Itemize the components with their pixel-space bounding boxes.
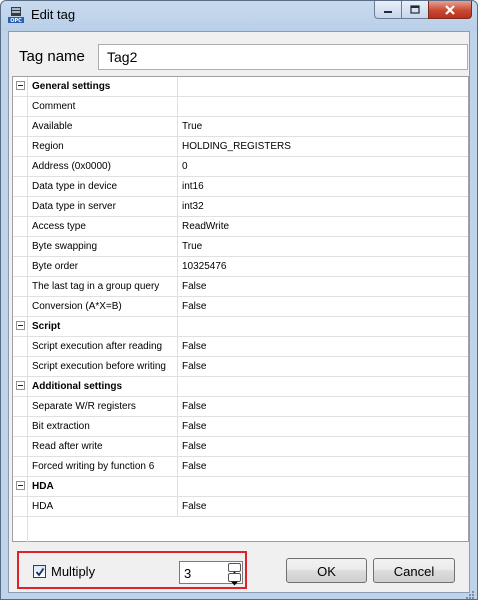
checkmark-icon	[34, 566, 46, 578]
property-name: Region	[28, 137, 178, 156]
property-value[interactable]: False	[182, 441, 207, 452]
property-value[interactable]: False	[182, 361, 207, 372]
property-name: Byte order	[28, 257, 178, 276]
minimize-button[interactable]	[374, 1, 401, 19]
property-row[interactable]	[13, 437, 468, 457]
group-row[interactable]	[13, 477, 468, 497]
multiply-label: Multiply	[51, 564, 96, 579]
property-value[interactable]: True	[182, 241, 203, 252]
close-icon	[444, 5, 456, 15]
property-value[interactable]: False	[182, 281, 207, 292]
property-value[interactable]: 0	[182, 161, 188, 172]
collapse-icon[interactable]	[16, 81, 25, 90]
property-name: Conversion (A*X=B)	[28, 297, 178, 316]
tag-name-row	[19, 44, 469, 70]
tag-name-input[interactable]	[98, 44, 468, 70]
property-name: Access type	[28, 217, 178, 236]
property-row[interactable]	[13, 197, 468, 217]
group-name: Additional settings	[28, 377, 178, 396]
property-name: Script execution after reading	[28, 337, 178, 356]
property-row[interactable]	[13, 157, 468, 177]
spin-up-button[interactable]	[228, 563, 241, 572]
maximize-button[interactable]	[401, 1, 428, 19]
collapse-icon[interactable]	[16, 381, 25, 390]
maximize-icon	[410, 5, 420, 14]
resize-grip-icon[interactable]	[465, 587, 475, 597]
property-name: Address (0x0000)	[28, 157, 178, 176]
multiply-highlight	[17, 551, 247, 589]
property-name: Comment	[28, 97, 178, 116]
tag-name-label: Tag name	[19, 48, 85, 65]
close-button[interactable]	[428, 1, 472, 19]
property-row[interactable]	[13, 97, 468, 117]
property-value[interactable]: int32	[182, 201, 204, 212]
property-value[interactable]: True	[182, 121, 203, 132]
property-name: Available	[28, 117, 178, 136]
property-value[interactable]: ReadWrite	[182, 221, 230, 232]
property-name: Data type in server	[28, 197, 178, 216]
property-value[interactable]: int16	[182, 181, 204, 192]
window-title: Edit tag	[31, 7, 76, 22]
property-name: Bit extraction	[28, 417, 178, 436]
property-value[interactable]: False	[182, 501, 207, 512]
property-value[interactable]: 10325476	[182, 261, 227, 272]
property-row[interactable]	[13, 117, 468, 137]
property-value[interactable]: False	[182, 461, 207, 472]
group-value-cell	[179, 77, 468, 96]
arrow-down-icon	[229, 580, 240, 587]
ok-button[interactable]: OK	[286, 558, 367, 583]
property-row[interactable]	[13, 177, 468, 197]
group-value-cell	[179, 377, 468, 396]
property-row[interactable]	[13, 397, 468, 417]
group-value-cell	[179, 317, 468, 336]
collapse-icon[interactable]	[16, 481, 25, 490]
cancel-button[interactable]: Cancel	[373, 558, 455, 583]
property-name: Byte swapping	[28, 237, 178, 256]
property-row[interactable]	[13, 417, 468, 437]
multiply-value[interactable]: 3	[184, 566, 192, 581]
dialog-body	[8, 31, 470, 593]
property-row[interactable]	[13, 297, 468, 317]
multiply-checkbox[interactable]	[33, 565, 46, 578]
svg-text:OPC: OPC	[10, 18, 22, 24]
property-value[interactable]: False	[182, 401, 207, 412]
property-value[interactable]: False	[182, 421, 207, 432]
minimize-icon	[383, 6, 393, 14]
group-row[interactable]	[13, 317, 468, 337]
app-server-icon	[7, 6, 25, 24]
property-value[interactable]	[179, 97, 468, 116]
property-row[interactable]	[13, 217, 468, 237]
group-value-cell	[179, 477, 468, 496]
property-value[interactable]: False	[182, 301, 207, 312]
property-row[interactable]	[13, 277, 468, 297]
group-row[interactable]	[13, 77, 468, 97]
property-name: Data type in device	[28, 177, 178, 196]
property-name: Read after write	[28, 437, 178, 456]
group-name: General settings	[28, 77, 178, 96]
property-name: Separate W/R registers	[28, 397, 178, 416]
property-row[interactable]	[13, 337, 468, 357]
property-name: Forced writing by function 6	[28, 457, 178, 476]
property-value[interactable]: HOLDING_REGISTERS	[182, 141, 291, 152]
property-row[interactable]	[13, 137, 468, 157]
multiply-spinbox[interactable]	[179, 561, 243, 584]
property-row[interactable]	[13, 257, 468, 277]
group-row[interactable]	[13, 377, 468, 397]
dialog-footer	[9, 546, 469, 592]
property-value[interactable]: False	[182, 341, 207, 352]
title-bar[interactable]	[1, 1, 477, 30]
collapse-icon[interactable]	[16, 321, 25, 330]
property-name: HDA	[28, 497, 178, 516]
group-name: Script	[28, 317, 178, 336]
property-grid	[12, 76, 469, 542]
property-row[interactable]	[13, 497, 468, 517]
property-row[interactable]	[13, 357, 468, 377]
spin-down-button[interactable]	[228, 573, 241, 582]
property-name: Script execution before writing	[28, 357, 178, 376]
property-name: The last tag in a group query	[28, 277, 178, 296]
property-row[interactable]	[13, 237, 468, 257]
property-row[interactable]	[13, 457, 468, 477]
group-name: HDA	[28, 477, 178, 496]
